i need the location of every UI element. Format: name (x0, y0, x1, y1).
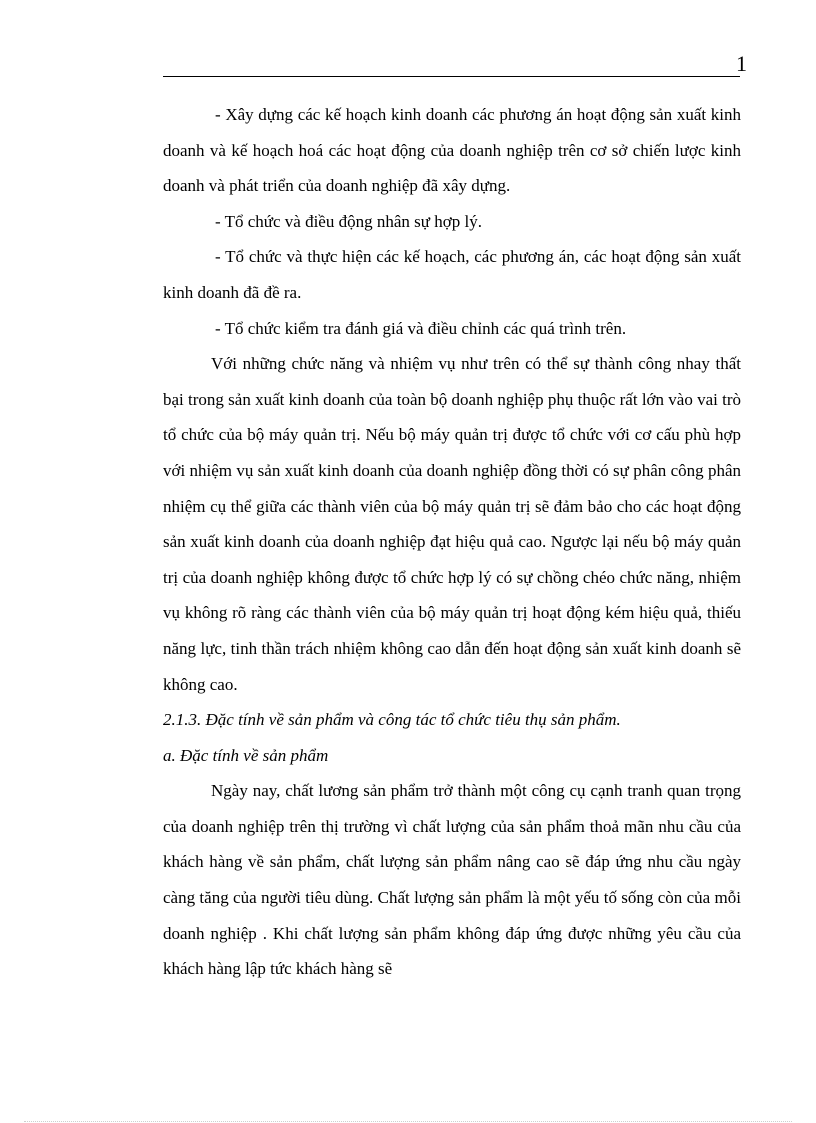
paragraph: - Tổ chức và thực hiện các kế hoạch, các phương án, các hoạt động sản xuất kinh doanh đã đề ra. (163, 247, 741, 302)
document-body (163, 97, 741, 987)
footer-rule (24, 1121, 792, 1122)
page-number: 1 (736, 51, 747, 76)
paragraph: Ngày nay, chất lương sản phẩm trở thành một công cụ cạnh tranh quan trọng của doanh nghiệp trên thị trường vì chất lượng của sản phẩm thoả mãn nhu cầu của khách hàng về sản phẩm, chất lượng sản phẩm nâng cao sẽ đáp ứng nhu cầu ngày càng tăng của người tiêu dùng. Chất lượng sản phẩm là một yếu tố sống còn của mỗi doanh nghiệp . Khi chất lượng sản phẩm không đáp ứng được những yêu cầu của khách hàng lập tức khách hàng sẽ (163, 781, 741, 979)
section-heading: a. Đặc tính về sản phẩm (163, 745, 329, 765)
paragraph: - Xây dựng các kế hoạch kinh doanh các phương án hoạt động sản xuất kinh doanh và kế hoạch hoá các hoạt động của doanh nghiệp trên cơ sở chiến lược kinh doanh và phát triển của doanh nghiệp đã xây dựng. (163, 105, 741, 196)
paragraph: - Tổ chức kiểm tra đánh giá và điều chỉnh các quá trình trên. (215, 318, 627, 338)
section-heading: 2.1.3. Đặc tính về sản phẩm và công tác tổ chức tiêu thụ sản phẩm. (163, 710, 621, 730)
header-rule (163, 76, 740, 77)
paragraph: Với những chức năng và nhiệm vụ như trên có thể sự thành công nhay thất bại trong sản xuất kinh doanh của toàn bộ doanh nghiệp phụ thuộc rất lớn vào vai trò tổ chức của bộ máy quản trị. Nếu bộ máy quản trị được tổ chức với cơ cấu phù hợp với nhiệm vụ sản xuất kinh doanh của doanh nghiệp đồng thời có sự phân công phân nhiệm cụ thể giữa các thành viên của bộ máy quản trị sẽ đảm bảo cho các hoạt động sản xuất kinh doanh của doanh nghiệp đạt hiệu quả cao. Ngược lại nếu bộ máy quản trị của doanh nghiệp không được tổ chức hợp lý có sự chồng chéo chức năng, nhiệm vụ không rõ ràng các thành viên của bộ máy quản trị hoạt động kém hiệu quả, thiếu năng lực, tinh thần trách nhiệm không cao dẫn đến hoạt động sản xuất kinh doanh sẽ không cao. (163, 354, 741, 694)
paragraph: - Tổ chức và điều động nhân sự hợp lý. (215, 211, 482, 231)
